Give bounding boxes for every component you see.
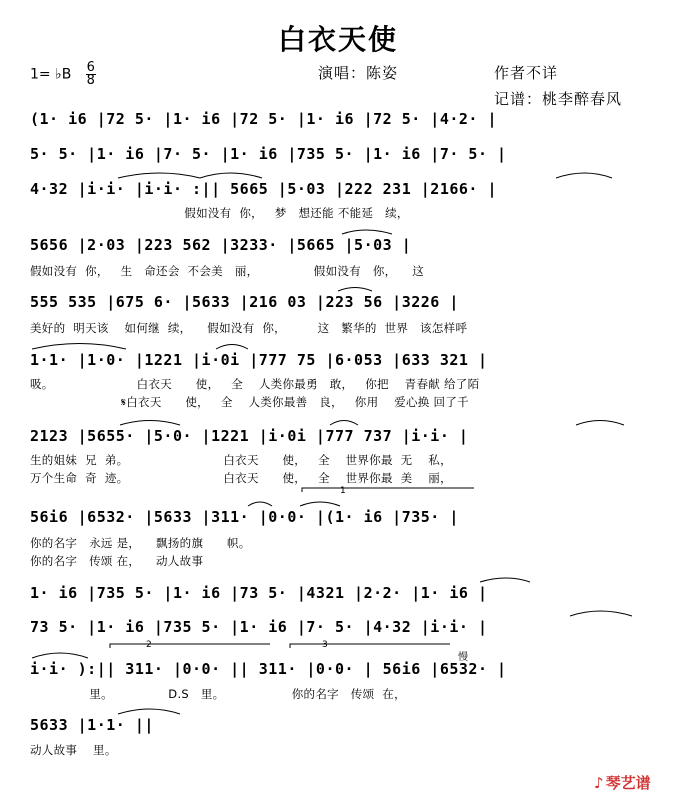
volta-3-label: 3 xyxy=(322,640,328,650)
lyrics-row-12: 动人故事 里。 xyxy=(30,743,117,757)
lyrics-row-8a: 你的名字 永远 是， 飘扬的旗 帜。 xyxy=(30,536,251,550)
slur xyxy=(570,611,632,616)
slur xyxy=(248,502,272,506)
score-row-6: 1·1· |1·0· |1221 |i·0i |777 75 |6·053 |633 321 | xyxy=(30,351,488,369)
slur xyxy=(330,421,358,426)
volta-1-label: 1 xyxy=(340,486,346,496)
time-signature xyxy=(86,62,96,87)
performer-credit: 演唱：陈姿 xyxy=(318,64,399,82)
slur xyxy=(342,230,392,234)
score-row-10: 73 5· |1· i6 |735 5· |1· i6 |7· 5· |4·32 |i·i· | xyxy=(30,618,488,636)
key-signature xyxy=(30,62,96,87)
score-row-9: 1· i6 |735 5· |1· i6 |73 5· |4321 |2·2· |1· i6 | xyxy=(30,584,488,602)
slur xyxy=(216,345,248,350)
volta-1-bracket xyxy=(302,488,474,492)
lyrics-row-6a: 吸。 白衣天 使， 全 人类你最勇 敢， 你把 青春献 给了陌 xyxy=(30,377,480,391)
tempo-mark: 慢 xyxy=(458,652,468,663)
lyrics-row-8b: 你的名字 传颂 在， 动人故事 xyxy=(30,554,204,568)
slur xyxy=(120,421,180,426)
volta-3-bracket xyxy=(290,644,450,648)
score-row-3: 4·32 |i·i· |i·i· :|| 5665 |5·03 |222 231 |2166· | xyxy=(30,180,498,198)
slur xyxy=(118,173,200,178)
lyrics-row-11: 里。 D.S 里。 你的名字 传颂 在， xyxy=(30,687,406,701)
slur xyxy=(338,288,372,292)
time-signature-top: 6 xyxy=(86,60,95,75)
score-row-7: 2123 |5655· |5·0· |1221 |i·0i |777 737 |i·i· | xyxy=(30,427,469,445)
slur xyxy=(576,421,624,426)
score-row-2: 5· 5· |1· i6 |7· 5· |1· i6 |735 5· |1· i6 |7· 5· | xyxy=(30,145,507,163)
lyrics-row-7b: 万个生命 奇 迹。 白衣天 使， 全 世界你最 美 丽， xyxy=(30,471,452,485)
slur xyxy=(480,578,530,582)
score-row-11: i·i· ):|| 311· |0·0· || 311· |0·0· | 56i6 |6532· | xyxy=(30,660,507,678)
composer-credit: 作者不详 xyxy=(494,64,559,82)
slur xyxy=(200,173,262,178)
slur xyxy=(32,344,126,350)
site-logo xyxy=(594,772,651,793)
slur xyxy=(556,173,612,178)
key-label: 1= ♭B xyxy=(30,66,72,83)
volta-2-bracket xyxy=(110,644,270,648)
time-signature-bottom: 8 xyxy=(86,73,95,88)
transcriber-credit: 记谱：桃李醉春风 xyxy=(494,90,623,108)
score-row-4: 5656 |2·03 |223 562 |3233· |5665 |5·03 | xyxy=(30,236,412,254)
slur xyxy=(300,502,340,506)
volta-2-label: 2 xyxy=(146,640,152,650)
lyrics-row-6b: 𝄋白衣天 使， 全 人类你最善 良， 你用 爱心换 回了千 xyxy=(30,395,469,409)
lyrics-row-7a: 生的姐妹 兄 弟。 白衣天 使， 全 世界你最 无 私， xyxy=(30,453,452,467)
lyrics-row-5: 美好的 明天该 如何继 续， 假如没有 你， 这 繁华的 世界 该怎样呼 xyxy=(30,321,468,335)
slur xyxy=(118,709,180,714)
lyrics-row-3: 假如没有 你， 梦 想还能 不能延 续， xyxy=(30,206,409,220)
score-row-1: (1· i6 |72 5· |1· i6 |72 5· |1· i6 |72 5· |4·2· | xyxy=(30,110,498,128)
logo-mark-icon: ♪ xyxy=(594,774,604,792)
score-row-12: 5633 |1·1· || xyxy=(30,716,154,734)
song-title: 白衣天使 xyxy=(277,23,398,56)
lyrics-row-4: 假如没有 你， 生 命还会 不会美 丽， 假如没有 你， 这 xyxy=(30,264,425,278)
slur xyxy=(32,653,88,658)
logo-text: 琴艺谱 xyxy=(605,774,651,792)
score-row-8: 56i6 |6532· |5633 |311· |0·0· |(1· i6 |735· | xyxy=(30,508,459,526)
score-row-5: 555 535 |675 6· |5633 |216 03 |223 56 |3226 | xyxy=(30,293,459,311)
